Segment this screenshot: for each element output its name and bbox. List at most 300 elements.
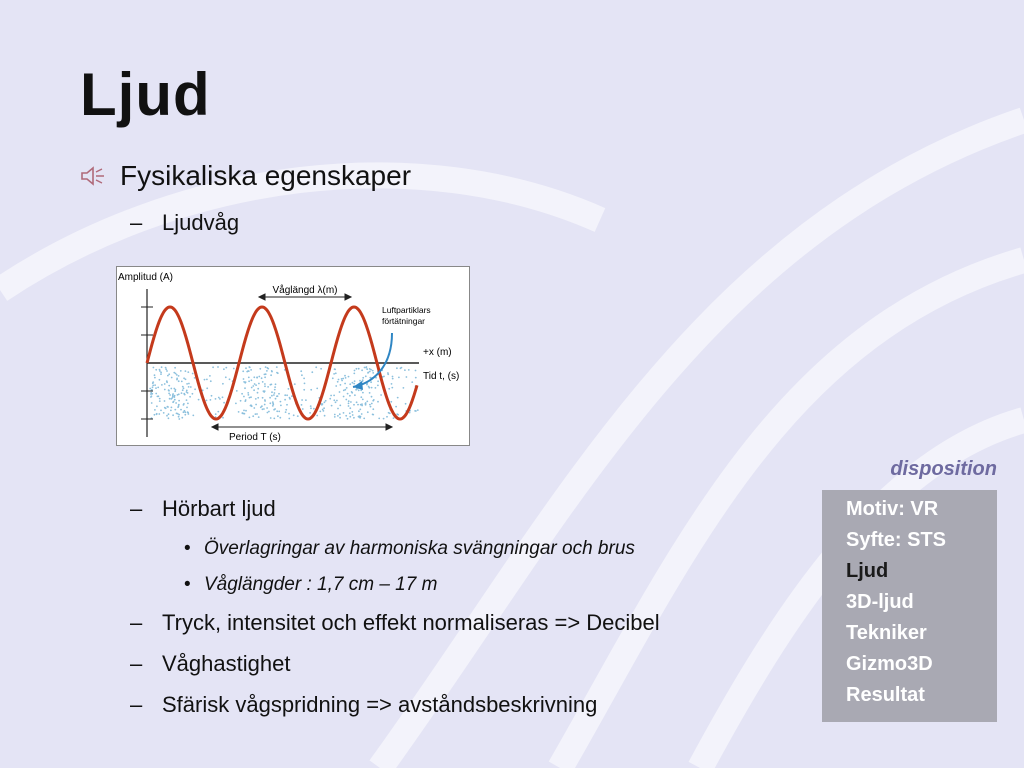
particle-dot: [249, 417, 251, 419]
particle-dot: [154, 384, 156, 386]
particle-dot: [182, 386, 184, 388]
particle-dot: [206, 379, 208, 381]
particle-dot: [151, 402, 153, 404]
particle-dot: [354, 380, 356, 382]
sub-tryck: – Tryck, intensitet och effekt normaliseras => Decibel: [130, 610, 660, 635]
particle-dot: [154, 377, 156, 379]
particle-dot: [288, 388, 290, 390]
particle-dot: [154, 374, 156, 376]
particle-dot: [353, 417, 355, 419]
particle-dot: [187, 412, 189, 414]
particle-dot: [349, 383, 351, 385]
particle-dot: [313, 408, 315, 410]
particle-dot: [178, 393, 180, 395]
particle-dot: [274, 392, 276, 394]
particle-dot: [165, 367, 167, 369]
disposition-item-active[interactable]: Ljud: [846, 560, 889, 582]
particle-dot: [178, 404, 180, 406]
particle-dot: [250, 369, 252, 371]
particle-dot: [343, 396, 345, 398]
particle-dot: [225, 376, 227, 378]
particle-dot: [353, 373, 355, 375]
particle-dot: [363, 418, 365, 420]
particle-dot: [183, 387, 185, 389]
particle-dot: [160, 410, 162, 412]
particle-dot: [320, 368, 322, 370]
particle-dot: [371, 396, 373, 398]
particle-dot: [371, 387, 373, 389]
particle-dot: [285, 409, 287, 411]
particle-dot: [359, 380, 361, 382]
particle-dot: [248, 394, 250, 396]
particle-dot: [369, 404, 371, 406]
particle-dot: [274, 408, 276, 410]
particle-dot: [261, 377, 263, 379]
particle-dot: [354, 370, 356, 372]
particle-dot: [172, 414, 174, 416]
particle-dot: [417, 409, 419, 411]
particle-dot: [171, 397, 173, 399]
particle-dot: [366, 368, 368, 370]
particle-dot: [386, 416, 388, 418]
particle-dot: [155, 393, 157, 395]
particle-dot: [264, 383, 266, 385]
particle-dot: [349, 412, 351, 414]
particle-dot: [255, 404, 257, 406]
particle-dot: [346, 387, 348, 389]
particle-dot: [165, 368, 167, 370]
particle-dot: [252, 385, 254, 387]
particle-dot: [158, 413, 160, 415]
particle-dot: [156, 405, 158, 407]
particle-dot: [415, 370, 417, 372]
particle-dot: [149, 388, 151, 390]
particle-dot: [345, 377, 347, 379]
particle-dot: [262, 381, 264, 383]
particle-dot: [161, 384, 163, 386]
particle-dot: [293, 414, 295, 416]
particle-dot: [256, 377, 258, 379]
particle-dot: [294, 383, 296, 385]
particle-dot: [244, 387, 246, 389]
particle-dot: [350, 401, 352, 403]
particle-dot: [174, 367, 176, 369]
particle-dot: [192, 415, 194, 417]
particle-dot: [271, 395, 273, 397]
particle-dot: [358, 368, 360, 370]
particle-dot: [240, 400, 242, 402]
particle-dot: [342, 378, 344, 380]
particle-dot: [176, 374, 178, 376]
particle-dot: [403, 387, 405, 389]
particle-dot: [251, 387, 253, 389]
particle-dot: [372, 400, 374, 402]
particle-dot: [266, 407, 268, 409]
particle-dot: [324, 401, 326, 403]
particle-dot: [383, 376, 385, 378]
x-axis-label: +x (m): [423, 347, 452, 358]
particle-dot: [152, 386, 154, 388]
particle-dot: [159, 379, 161, 381]
particle-dot: [325, 400, 327, 402]
particle-dot: [185, 370, 187, 372]
particle-dot: [172, 393, 174, 395]
particles-label-2: förtätningar: [382, 316, 425, 326]
particle-dot: [369, 377, 371, 379]
particle-dot: [333, 373, 335, 375]
particle-dot: [211, 395, 213, 397]
particle-dot: [262, 408, 264, 410]
particle-dot: [329, 398, 331, 400]
particle-dot: [217, 411, 219, 413]
particle-dot: [253, 407, 255, 409]
particle-dot: [159, 400, 161, 402]
particle-dot: [324, 415, 326, 417]
sub2-item-1: • Överlagringar av harmoniska svängningar och brus: [184, 538, 635, 559]
sound-wave-figure: [116, 266, 470, 446]
particle-dot: [310, 389, 312, 391]
particle-dot: [361, 413, 363, 415]
particle-dot: [408, 369, 410, 371]
particle-dot: [344, 383, 346, 385]
particle-dot: [263, 390, 265, 392]
particle-dot: [358, 390, 360, 392]
sub-sfarisk: – Sfärisk vågspridning => avståndsbeskrivning: [130, 692, 598, 717]
particle-dot: [176, 378, 178, 380]
particle-dot: [341, 380, 343, 382]
particle-dot: [223, 402, 225, 404]
particle-dot: [173, 388, 175, 390]
particle-dot: [173, 372, 175, 374]
particle-dot: [154, 414, 156, 416]
particle-dot: [396, 367, 398, 369]
particle-dot: [372, 414, 374, 416]
particle-dot: [258, 376, 260, 378]
particle-dot: [163, 412, 165, 414]
particle-dot: [248, 370, 250, 372]
particle-dot: [353, 404, 355, 406]
particle-dot: [289, 397, 291, 399]
particle-dot: [332, 377, 334, 379]
particle-dot: [279, 417, 281, 419]
particle-dot: [362, 379, 364, 381]
disposition-item[interactable]: Resultat: [846, 684, 925, 706]
particle-dot: [273, 394, 275, 396]
particle-dot: [356, 368, 358, 370]
particle-dot: [392, 376, 394, 378]
particle-dot: [160, 372, 162, 374]
particle-dot: [264, 404, 266, 406]
particle-dot: [243, 396, 245, 398]
particle-dot: [316, 388, 318, 390]
particle-dot: [264, 374, 266, 376]
particle-dot: [186, 407, 188, 409]
particle-dot: [347, 393, 349, 395]
particle-dot: [301, 399, 303, 401]
particle-dot: [267, 412, 269, 414]
particle-dot: [155, 369, 157, 371]
disposition-item[interactable]: Tekniker: [846, 622, 927, 644]
particle-dot: [333, 399, 335, 401]
particle-dot: [349, 416, 351, 418]
particle-dot: [194, 388, 196, 390]
particle-dot: [415, 377, 417, 379]
particle-dot: [354, 394, 356, 396]
particle-dot: [175, 402, 177, 404]
particle-dot: [388, 388, 390, 390]
particle-dot: [244, 400, 246, 402]
particle-dot: [275, 398, 277, 400]
particle-dot: [347, 418, 349, 420]
particle-dot: [392, 378, 394, 380]
particle-dot: [255, 384, 257, 386]
particle-dot: [267, 367, 269, 369]
particle-dot: [164, 400, 166, 402]
disposition-item[interactable]: Syfte: STS: [846, 529, 947, 551]
particle-dot: [154, 409, 156, 411]
particle-dot: [255, 398, 257, 400]
particle-dot: [391, 387, 393, 389]
particle-dot: [353, 383, 355, 385]
particle-dot: [151, 395, 153, 397]
particle-dot: [356, 401, 358, 403]
particle-dot: [181, 381, 183, 383]
particle-dot: [276, 372, 278, 374]
particle-dot: [159, 398, 161, 400]
particle-dot: [405, 403, 407, 405]
particle-dot: [370, 369, 372, 371]
particle-dot: [285, 411, 287, 413]
particle-dot: [344, 375, 346, 377]
particle-dot: [168, 417, 170, 419]
period-label: Period T (s): [229, 432, 281, 443]
particle-dot: [218, 397, 220, 399]
particle-dot: [247, 392, 249, 394]
particle-dot: [168, 373, 170, 375]
particle-dot: [178, 400, 180, 402]
particle-dot: [333, 395, 335, 397]
particle-dot: [184, 414, 186, 416]
particle-dot: [150, 392, 152, 394]
particle-dot: [375, 387, 377, 389]
particle-dot: [183, 404, 185, 406]
particle-dot: [275, 383, 277, 385]
particle-dot: [393, 417, 395, 419]
particle-dot: [288, 413, 290, 415]
particle-dot: [253, 376, 255, 378]
particle-dot: [151, 389, 153, 391]
particle-dot: [176, 413, 178, 415]
particle-dot: [252, 415, 254, 417]
particle-dot: [242, 412, 244, 414]
particle-dot: [219, 398, 221, 400]
particle-dot: [365, 403, 367, 405]
particle-dot: [371, 403, 373, 405]
bullet-label: Fysikaliska egenskaper: [120, 160, 412, 191]
particle-dot: [276, 395, 278, 397]
particle-dot: [348, 403, 350, 405]
disposition-item[interactable]: Motiv: VR: [846, 498, 939, 520]
particle-dot: [204, 379, 206, 381]
particle-dot: [215, 413, 217, 415]
particle-dot: [174, 390, 176, 392]
sub2-item-2: • Våglängder : 1,7 cm – 17 m: [184, 574, 438, 595]
particle-dot: [365, 375, 367, 377]
particle-dot: [367, 411, 369, 413]
particle-dot: [188, 386, 190, 388]
particle-dot: [153, 367, 155, 369]
particle-dot: [248, 366, 250, 368]
particle-dot: [397, 414, 399, 416]
particle-dot: [173, 401, 175, 403]
particle-dot: [271, 391, 273, 393]
particle-dot: [217, 366, 219, 368]
particle-dot: [152, 382, 154, 384]
particle-dot: [278, 393, 280, 395]
particle-dot: [174, 409, 176, 411]
particle-dot: [288, 418, 290, 420]
particle-dot: [206, 400, 208, 402]
particle-dot: [272, 401, 274, 403]
particle-dot: [406, 376, 408, 378]
particle-dot: [167, 375, 169, 377]
particle-dot: [186, 383, 188, 385]
particle-dot: [323, 407, 325, 409]
particle-dot: [235, 403, 237, 405]
particle-dot: [355, 389, 357, 391]
particle-dot: [334, 414, 336, 416]
particle-dot: [372, 408, 374, 410]
particle-dot: [276, 366, 278, 368]
particle-dot: [286, 394, 288, 396]
particle-dot: [215, 398, 217, 400]
particle-dot: [198, 399, 200, 401]
particle-dot: [164, 407, 166, 409]
particle-dot: [184, 394, 186, 396]
particle-dot: [189, 396, 191, 398]
particle-dot: [210, 380, 212, 382]
particle-dot: [366, 366, 368, 368]
particle-dot: [369, 371, 371, 373]
particle-dot: [245, 410, 247, 412]
particle-dot: [359, 409, 361, 411]
particle-dot: [339, 405, 341, 407]
particle-dot: [377, 380, 379, 382]
particle-dot: [398, 377, 400, 379]
particle-dot: [257, 388, 259, 390]
particle-dot: [180, 409, 182, 411]
particle-dot: [331, 405, 333, 407]
particle-dot: [222, 383, 224, 385]
particle-dot: [284, 394, 286, 396]
particle-dot: [372, 372, 374, 374]
disposition-item[interactable]: Gizmo3D: [846, 653, 933, 675]
particle-dot: [377, 401, 379, 403]
particle-dot: [270, 384, 272, 386]
particle-dot: [229, 378, 231, 380]
particle-dot: [360, 404, 362, 406]
particle-dot: [171, 377, 173, 379]
particle-dot: [152, 385, 154, 387]
particle-dot: [337, 408, 339, 410]
particle-dot: [248, 380, 250, 382]
particle-dot: [339, 413, 341, 415]
particle-dot: [169, 394, 171, 396]
particle-dot: [171, 407, 173, 409]
particle-dot: [388, 412, 390, 414]
particle-dot: [352, 382, 354, 384]
particle-dot: [360, 396, 362, 398]
particle-dot: [265, 366, 267, 368]
particle-dot: [180, 370, 182, 372]
particle-dot: [186, 390, 188, 392]
particle-dot: [378, 418, 380, 420]
particle-dot: [223, 368, 225, 370]
particle-dot: [161, 366, 163, 368]
disposition-item[interactable]: 3D-ljud: [846, 591, 914, 613]
particle-dot: [369, 392, 371, 394]
particle-dot: [170, 410, 172, 412]
t-axis-label: Tid t, (s): [423, 371, 460, 382]
particle-dot: [337, 415, 339, 417]
particle-dot: [263, 408, 265, 410]
particle-dot: [258, 383, 260, 385]
particle-dot: [257, 392, 259, 394]
particle-dot: [241, 393, 243, 395]
particle-dot: [395, 406, 397, 408]
particle-dot: [315, 366, 317, 368]
particle-dot: [248, 377, 250, 379]
particle-dot: [243, 410, 245, 412]
particle-dot: [411, 381, 413, 383]
slide-title: Ljud: [80, 61, 211, 128]
particle-dot: [370, 381, 372, 383]
particle-dot: [330, 395, 332, 397]
particle-dot: [192, 393, 194, 395]
particles-label-1: Luftpartiklars: [382, 305, 431, 315]
disposition-box: [822, 490, 997, 722]
particle-dot: [268, 411, 270, 413]
particle-dot: [244, 413, 246, 415]
sub-ljudvag: – Ljudvåg: [130, 210, 240, 235]
particle-dot: [366, 401, 368, 403]
particle-dot: [155, 387, 157, 389]
particle-dot: [334, 416, 336, 418]
particle-dot: [264, 376, 266, 378]
sub-vaghastighet: – Våghastighet: [130, 651, 291, 676]
particle-dot: [277, 415, 279, 417]
particle-dot: [297, 415, 299, 417]
particle-dot: [280, 401, 282, 403]
disposition-label: disposition: [890, 458, 997, 480]
particle-dot: [390, 401, 392, 403]
particle-dot: [335, 372, 337, 374]
particle-dot: [304, 383, 306, 385]
particle-dot: [274, 389, 276, 391]
particle-dot: [351, 391, 353, 393]
particle-dot: [264, 385, 266, 387]
particle-dot: [181, 392, 183, 394]
particle-dot: [182, 389, 184, 391]
particle-dot: [166, 380, 168, 382]
particle-dot: [339, 417, 341, 419]
particle-dot: [391, 383, 393, 385]
particle-dot: [184, 410, 186, 412]
particle-dot: [349, 395, 351, 397]
particle-dot: [343, 390, 345, 392]
particle-dot: [178, 380, 180, 382]
bullet-fysikaliska: [80, 160, 411, 192]
